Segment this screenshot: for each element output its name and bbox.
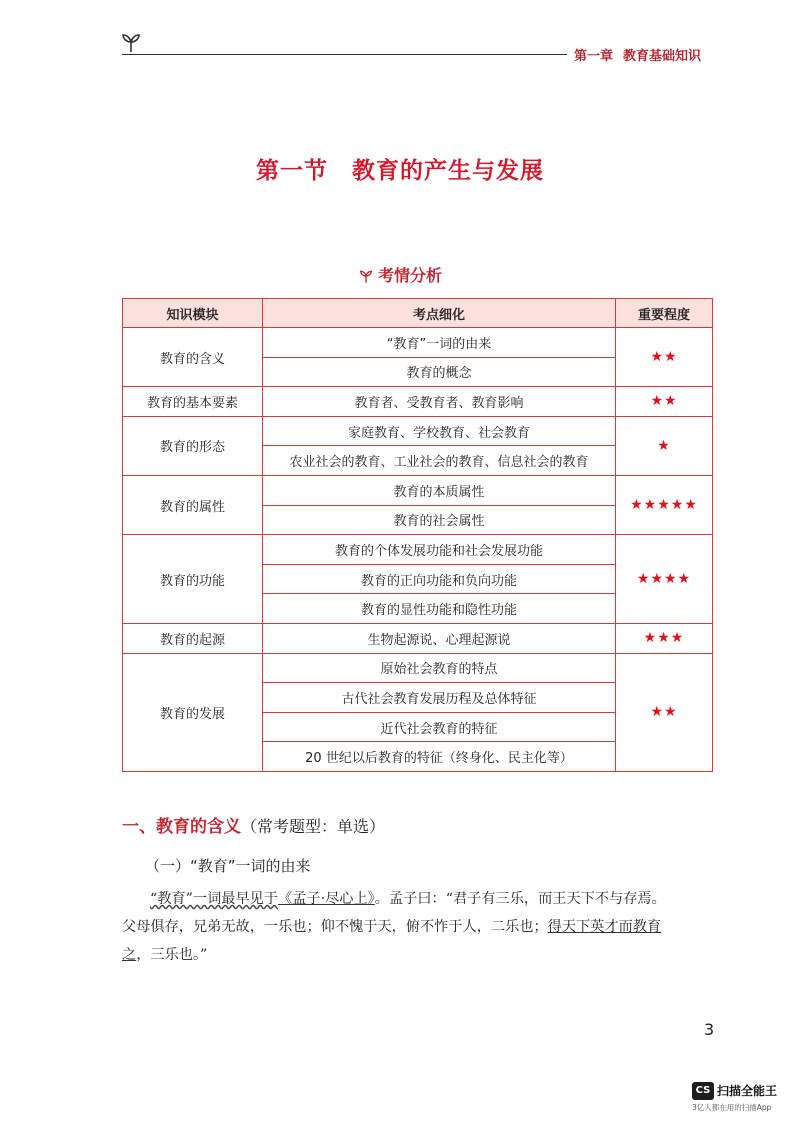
- text-run: 。孟子曰：“君子有三乐，而王天下不与存焉。: [374, 891, 666, 907]
- heading-level1-note: （常考题型：单选）: [241, 817, 386, 836]
- heading-level2: [145, 855, 311, 876]
- importance-stars: ★★: [616, 328, 713, 387]
- importance-stars: ★★★★: [616, 535, 713, 624]
- analysis-heading-text: 考情分析: [377, 266, 442, 285]
- point-cell: 教育的个体发展功能和社会发展功能: [263, 535, 616, 565]
- body-paragraph: [122, 885, 722, 969]
- header-importance: 重要程度: [616, 299, 713, 328]
- header-points: 考点细化: [263, 299, 616, 328]
- point-cell: 近代社会教育的特征: [263, 712, 616, 742]
- table-row: [123, 387, 713, 417]
- chapter-title: 教育基础知识: [623, 49, 702, 64]
- header-rule: [122, 54, 567, 55]
- table-row: [123, 535, 713, 565]
- section-number: 第一节: [256, 158, 328, 184]
- point-cell: 20 世纪以后教育的特征（终身化、民主化等）: [263, 742, 616, 772]
- module-cell: 教育的属性: [123, 475, 263, 534]
- page-number: 3: [704, 1020, 715, 1039]
- table-header-row: [123, 299, 713, 328]
- heading-level1-text: 一、教育的含义: [122, 817, 241, 837]
- sprout-icon: [120, 30, 142, 54]
- point-cell: “教育”一词的由来: [263, 328, 616, 358]
- scanner-tagline: 3亿人都在用的扫描App: [692, 1102, 772, 1112]
- text-run: ，三乐也。”: [136, 947, 208, 963]
- heading-level2-text: “教育”一词的由来: [190, 857, 311, 875]
- heading-level2-prefix: （一）: [145, 857, 191, 875]
- importance-stars: ★★★: [616, 623, 713, 653]
- section-title: [0, 152, 800, 185]
- module-cell: 教育的起源: [123, 623, 263, 653]
- point-cell: 教育的正向功能和负向功能: [263, 564, 616, 594]
- table-row: [123, 623, 713, 653]
- module-cell: 教育的形态: [123, 416, 263, 475]
- table-row: [123, 653, 713, 683]
- header-module: 知识模块: [123, 299, 263, 328]
- underlined-text: 得天下英才而教育: [547, 919, 662, 935]
- point-cell: 家庭教育、学校教育、社会教育: [263, 416, 616, 446]
- paragraph-line: [122, 913, 722, 941]
- underlined-text: 之: [122, 947, 137, 963]
- point-cell: 生物起源说、心理起源说: [263, 623, 616, 653]
- chapter-tag: [574, 45, 701, 64]
- section-name: 教育的产生与发展: [352, 158, 544, 184]
- scanner-name: 扫描全能王: [717, 1084, 778, 1098]
- paragraph-line: [122, 941, 722, 969]
- table-row: [123, 328, 713, 358]
- importance-stars: ★★: [616, 653, 713, 771]
- point-cell: 古代社会教育发展历程及总体特征: [263, 683, 616, 713]
- point-cell: 原始社会教育的特点: [263, 653, 616, 683]
- module-cell: 教育的功能: [123, 535, 263, 624]
- scanner-logo: CS: [692, 1082, 714, 1100]
- point-cell: 教育的本质属性: [263, 475, 616, 505]
- point-cell: 教育的社会属性: [263, 505, 616, 535]
- wavy-underlined-text: “教育”一词最早见于: [150, 891, 279, 907]
- table-row: [123, 416, 713, 446]
- table-row: [123, 475, 713, 505]
- heading-level1: [122, 812, 385, 837]
- module-cell: 教育的基本要素: [123, 387, 263, 417]
- point-cell: 教育者、受教育者、教育影响: [263, 387, 616, 417]
- importance-stars: ★: [616, 416, 713, 475]
- module-cell: 教育的发展: [123, 653, 263, 771]
- exam-analysis-table: [122, 298, 713, 772]
- module-cell: 教育的含义: [123, 328, 263, 387]
- point-cell: 教育的概念: [263, 357, 616, 387]
- sprout-icon: [358, 268, 374, 284]
- chapter-number: 第一章: [574, 49, 614, 64]
- analysis-heading: [0, 263, 800, 286]
- scanner-watermark: [692, 1080, 777, 1113]
- importance-stars: ★★★★★: [616, 475, 713, 534]
- importance-stars: ★★: [616, 387, 713, 417]
- paragraph-line: [122, 885, 722, 913]
- text-run: 父母俱存，兄弟无故，一乐也；仰不愧于天，俯不怍于人，二乐也；: [122, 919, 548, 935]
- point-cell: 农业社会的教育、工业社会的教育、信息社会的教育: [263, 446, 616, 476]
- point-cell: 教育的显性功能和隐性功能: [263, 594, 616, 624]
- underlined-text: 《孟子·尽心上》: [278, 891, 375, 907]
